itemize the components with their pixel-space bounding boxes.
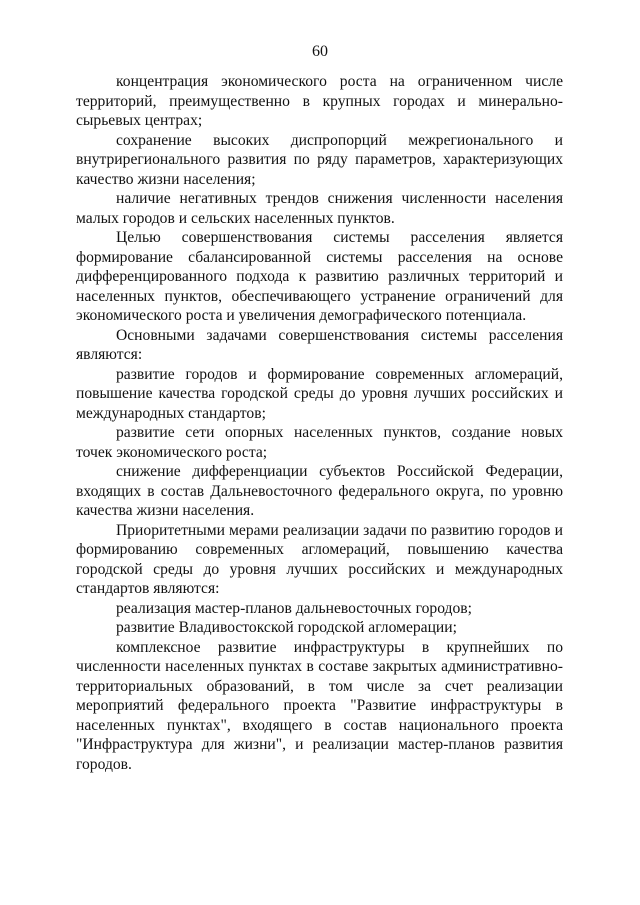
paragraph-list-item: развитие сети опорных населенных пунктов, создание новых точек экономического роста; [76, 424, 563, 461]
paragraph-list-item: реализация мастер-планов дальневосточных городов; [116, 599, 472, 617]
paragraph-measures-intro: Приоритетными мерами реализации задачи по развитию городов и формированию современных агломераций, повышению качества городской среды до уровня лучших российских и международных стандартов являются: [76, 521, 563, 597]
page-number: 60 [312, 43, 328, 60]
paragraph-list-item: развитие городов и формирование современных агломераций, повышение качества городской среды до уровня лучших российских и международных стандартов; [76, 365, 563, 422]
document-body [76, 72, 563, 774]
paragraph-goal: Целью совершенствования системы расселения является формирование сбалансированной системы расселения на основе дифференцированного подхода к развитию различных территорий и населенных пунктов, обеспечивающего устранение ограничений для экономического роста и увеличения демографического потенциала. [76, 229, 563, 324]
paragraph-list-item: снижение дифференциации субъектов Российской Федерации, входящих в состав Дальневосточного федерального округа, по уровню качества жизни населения. [76, 463, 563, 519]
paragraph-tasks-intro: Основными задачами совершенствования системы расселения являются: [76, 326, 563, 363]
paragraph-list-item: комплексное развитие инфраструктуры в крупнейших по численности населенных пунктах в составе закрытых административно-территориальных образований, в том числе за счет реализации мероприятий федерального проекта "Развитие инфраструктуры в населенных пунктах", входящего в состав национального проекта "Инфраструктура для жизни", и реализации мастер-планов развития городов. [76, 638, 563, 773]
paragraph-list-item: развитие Владивостокской городской агломерации; [116, 619, 457, 636]
paragraph-list-item: концентрация экономического роста на ограниченном числе территорий, преимущественно в крупных городах и минерально-сырьевых центрах; [76, 73, 563, 129]
paragraph-list-item: наличие негативных трендов снижения численности населения малых городов и сельских населенных пунктов. [76, 190, 563, 227]
paragraph-list-item: сохранение высоких диспропорций межрегионального и внутрирегионального развития по ряду параметров, характеризующих качество жизни населения; [76, 131, 563, 188]
